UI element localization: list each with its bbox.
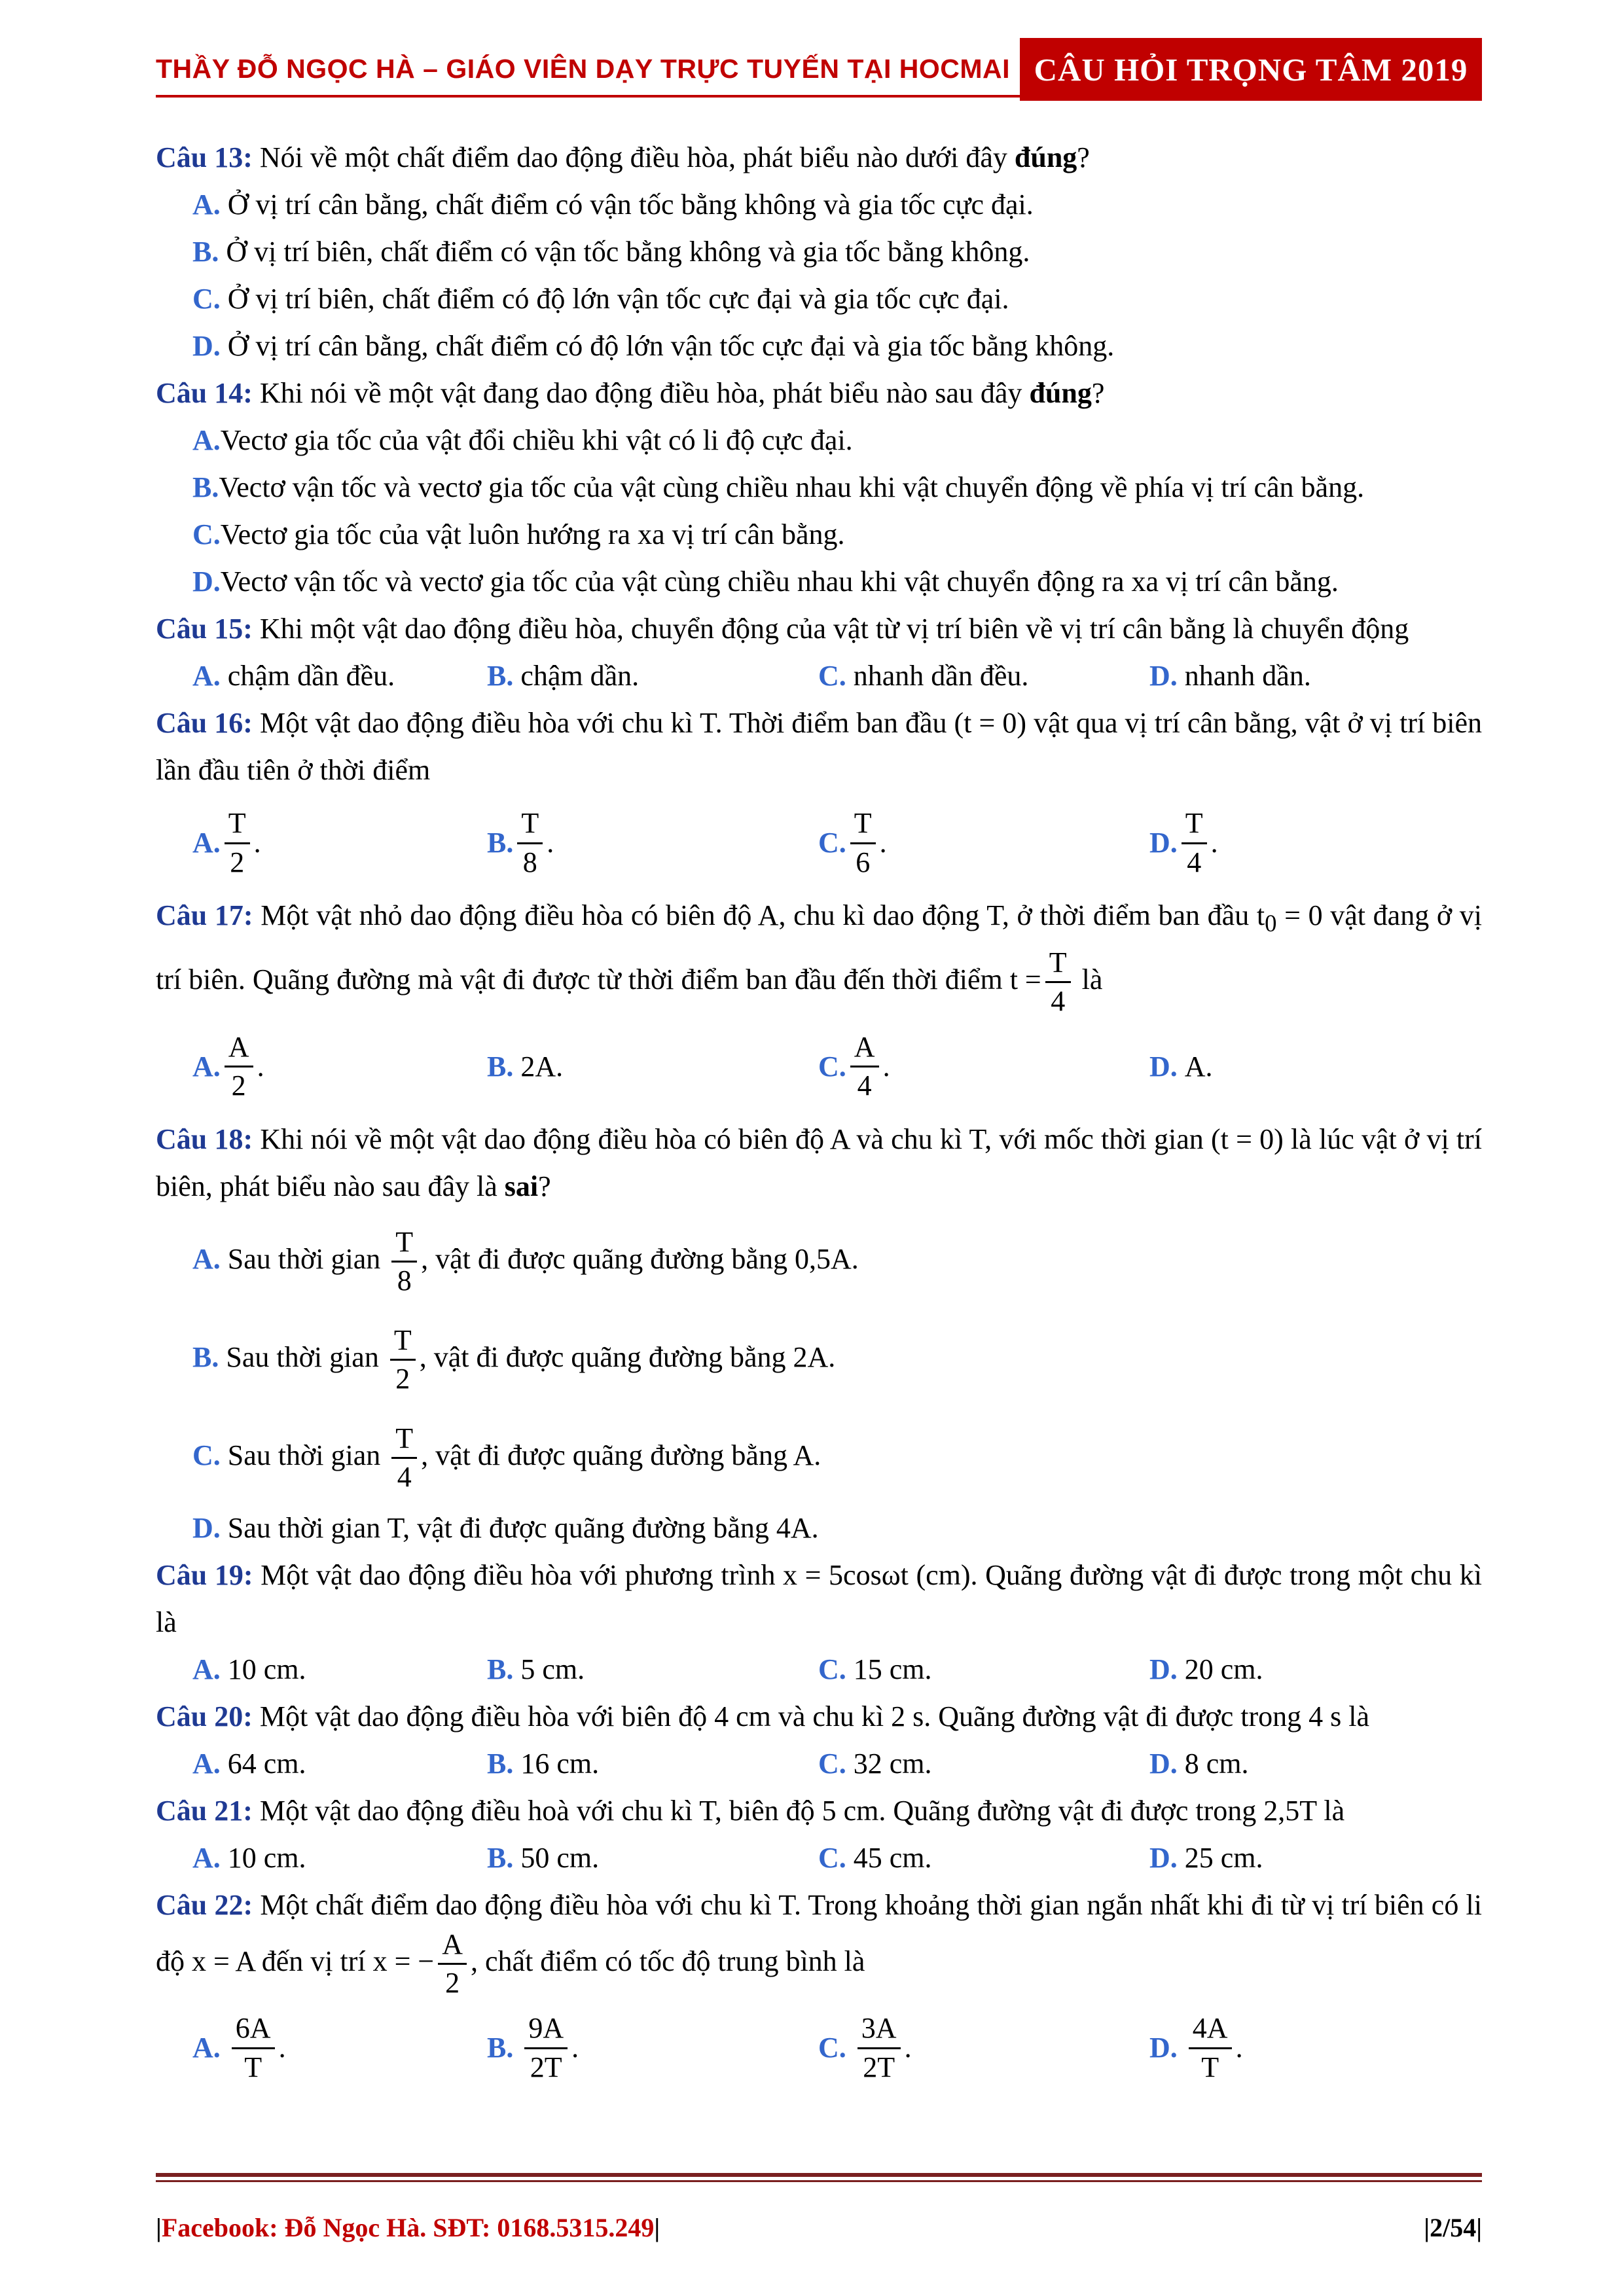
question-18 — [156, 1116, 1482, 1210]
option-c — [156, 276, 1482, 323]
numerator: T — [391, 1227, 417, 1263]
option-letter: D. — [192, 330, 221, 362]
option-text: Sau thời gian — [226, 1340, 379, 1373]
option-d — [156, 1505, 1482, 1552]
option-text: 15 cm. — [853, 1653, 932, 1685]
option-d — [1149, 1646, 1481, 1693]
option-a — [156, 794, 487, 892]
question-14 — [156, 370, 1482, 417]
option-end: . — [879, 827, 887, 859]
option-text: Sau thời gian — [227, 1242, 381, 1275]
option-d — [1149, 794, 1481, 892]
header-title: THẦY ĐỖ NGỌC HÀ – GIÁO VIÊN DẠY TRỰC TUYẾN TẠI HOCMAI — [156, 54, 1011, 84]
option-c — [818, 1018, 1149, 1116]
numerator: 9A — [524, 2013, 568, 2049]
numerator: A — [438, 1929, 467, 1965]
option-letter: C. — [192, 283, 221, 315]
option-end: . — [257, 1050, 264, 1083]
option-letter: B. — [487, 1841, 514, 1874]
question-label: Câu 18: — [156, 1122, 253, 1155]
question-label: Câu 21: — [156, 1794, 253, 1827]
option-letter: B. — [192, 236, 219, 268]
option-text: , vật đi được quãng đường bằng 2A. — [419, 1340, 836, 1373]
option-b — [487, 1646, 818, 1693]
subscript: 0 — [1265, 909, 1277, 937]
denominator: 4 — [397, 1460, 412, 1493]
numerator: 4A — [1189, 2013, 1232, 2049]
options-row — [156, 794, 1482, 892]
question-end: là — [1074, 963, 1103, 996]
option-b — [487, 1018, 818, 1116]
denominator: 2 — [231, 1069, 246, 1102]
option-text: , vật đi được quãng đường bằng 0,5A. — [421, 1242, 859, 1275]
option-text: Vectơ vận tốc và vectơ gia tốc của vật cùng chiều nhau khi vật chuyển động về phía vị trí cân bằng. — [219, 471, 1365, 503]
option-letter: A. — [192, 1242, 221, 1275]
denominator: 2 — [230, 846, 245, 878]
question-text: Một vật dao động điều hòa với phương trình x = 5cosωt (cm). Quãng đường vật đi được trong một chu kì là — [156, 1558, 1482, 1638]
option-letter: B. — [487, 660, 514, 692]
option-text: 10 cm. — [227, 1653, 306, 1685]
option-b — [487, 1999, 818, 2097]
fraction — [857, 2013, 901, 2083]
question-text: , chất điểm có tốc độ trung bình là — [471, 1945, 865, 1977]
option-text: 50 cm. — [520, 1841, 600, 1874]
option-a — [156, 1999, 487, 2097]
option-text: , vật đi được quãng đường bằng A. — [421, 1439, 821, 1471]
footer-bar: | — [156, 2213, 162, 2242]
option-d — [1149, 1740, 1481, 1787]
option-letter: B. — [487, 1050, 514, 1083]
option-end: . — [571, 2032, 579, 2064]
option-text: chậm dần. — [520, 660, 640, 692]
question-label: Câu 14: — [156, 377, 253, 409]
option-letter: C. — [818, 1653, 846, 1685]
question-content — [156, 134, 1482, 2097]
numerator: 3A — [857, 2013, 901, 2049]
numerator: 6A — [232, 2013, 275, 2049]
question-text: Một chất điểm dao động điều hòa với chu kì T. Trong khoảng thời gian ngắn nhất khi đi từ vị trí biên có li độ x = A đến vị trí — [156, 1888, 1482, 1977]
question-text: Một vật dao động điều hòa với biên độ 4 cm và chu kì 2 s. Quãng đường vật đi được trong 4 s là — [259, 1700, 1370, 1732]
option-text: 8 cm. — [1184, 1747, 1249, 1780]
option-text: Ở vị trí cân bằng, chất điểm có vận tốc bằng không và gia tốc cực đại. — [227, 188, 1034, 221]
question-label: Câu 13: — [156, 141, 253, 173]
option-letter: B. — [192, 1340, 219, 1373]
option-letter: A. — [192, 424, 221, 456]
option-d — [1149, 1999, 1481, 2097]
option-a — [156, 1835, 487, 1882]
option-letter: B. — [487, 1653, 514, 1685]
question-21 — [156, 1787, 1482, 1835]
option-letter: D. — [1149, 660, 1178, 692]
option-a — [156, 653, 487, 700]
option-end: . — [253, 827, 261, 859]
option-text: Ở vị trí biên, chất điểm có vận tốc bằng không và gia tốc bằng không. — [226, 236, 1030, 268]
fraction — [390, 1325, 416, 1395]
question-16 — [156, 700, 1482, 794]
numerator: T — [225, 808, 250, 844]
question-label: Câu 19: — [156, 1558, 253, 1591]
question-label: Câu 17: — [156, 899, 253, 931]
option-letter: A. — [192, 1841, 221, 1874]
option-d — [1149, 653, 1481, 700]
option-letter: A. — [192, 1050, 221, 1083]
denominator: 4 — [1187, 846, 1202, 878]
question-text: = 0 vật đang ở vị trí biên. Quãng đường mà vật đi được từ thời điểm ban đầu đến thời điểm — [156, 899, 1483, 996]
option-letter: D. — [1149, 1653, 1178, 1685]
fraction — [225, 1031, 253, 1102]
option-text: 25 cm. — [1184, 1841, 1263, 1874]
option-end: . — [1235, 2032, 1243, 2064]
fraction — [232, 2013, 275, 2083]
question-13 — [156, 134, 1482, 181]
option-a — [156, 1646, 487, 1693]
question-emphasis: đúng — [1029, 377, 1092, 409]
option-letter: D. — [1149, 827, 1178, 859]
option-d — [1149, 1835, 1481, 1882]
option-letter: C. — [818, 660, 846, 692]
option-letter: D. — [1149, 1841, 1178, 1874]
option-c — [156, 511, 1482, 558]
question-text: Một vật dao động điều hoà với chu kì T, biên độ 5 cm. Quãng đường vật đi được trong 2,5T là — [259, 1794, 1345, 1827]
option-b — [487, 1835, 818, 1882]
option-text: 16 cm. — [520, 1747, 600, 1780]
option-b — [487, 1740, 818, 1787]
fraction — [391, 1423, 417, 1494]
fraction — [225, 808, 250, 878]
question-19 — [156, 1552, 1482, 1646]
option-letter: C. — [818, 1747, 846, 1780]
option-text: nhanh dần. — [1184, 660, 1311, 692]
option-d — [156, 558, 1482, 605]
option-c — [818, 1740, 1149, 1787]
option-text: 2A. — [520, 1050, 564, 1083]
option-text: Vectơ vận tốc và vectơ gia tốc của vật cùng chiều nhau khi vật chuyển động ra xa vị trí cân bằng. — [220, 565, 1339, 598]
option-a — [156, 181, 1482, 228]
question-end: ? — [1091, 377, 1105, 409]
fraction — [524, 2013, 568, 2083]
option-letter: D. — [192, 565, 221, 598]
option-text: Sau thời gian — [227, 1439, 381, 1471]
option-text: Ở vị trí biên, chất điểm có độ lớn vận tốc cực đại và gia tốc cực đại. — [227, 283, 1009, 315]
option-text: nhanh dần đều. — [853, 660, 1029, 692]
option-letter: C. — [818, 2032, 846, 2064]
option-text: 64 cm. — [227, 1747, 306, 1780]
options-row — [156, 653, 1482, 700]
header-divider — [156, 95, 1020, 98]
question-label: Câu 15: — [156, 613, 253, 645]
question-label: Câu 16: — [156, 707, 253, 739]
question-end: ? — [538, 1170, 551, 1202]
option-letter: D. — [1149, 1747, 1178, 1780]
option-b — [156, 228, 1482, 276]
page-number: |2/54| — [1424, 2213, 1482, 2242]
denominator: 4 — [857, 1069, 872, 1102]
option-c — [818, 653, 1149, 700]
numerator: A — [225, 1031, 253, 1067]
option-a — [156, 1018, 487, 1116]
question-text: Khi nói về một vật dao động điều hòa có biên độ A và chu kì T, với mốc thời gian (t = 0) là lúc vật ở vị trí biên, phát biểu nào sau đây là — [156, 1122, 1482, 1202]
equation: t = — [1009, 963, 1041, 996]
option-letter: D. — [192, 1511, 221, 1544]
footer-contact-text: Facebook: Đỗ Ngọc Hà. SĐT: 0168.5315.249 — [161, 2213, 655, 2242]
denominator: 2T — [863, 2051, 895, 2083]
option-letter: B. — [487, 827, 514, 859]
denominator: T — [1201, 2051, 1219, 2083]
option-letter: C. — [818, 1050, 846, 1083]
question-15 — [156, 605, 1482, 653]
option-c — [818, 1646, 1149, 1693]
question-emphasis: sai — [504, 1170, 539, 1202]
denominator: 2T — [530, 2051, 562, 2083]
option-letter: A. — [192, 660, 221, 692]
footer-contact — [156, 2212, 660, 2243]
option-a — [156, 1740, 487, 1787]
question-text: Nói về một chất điểm dao động điều hòa, phát biểu nào dưới đây — [259, 141, 1007, 173]
options-row — [156, 1835, 1482, 1882]
option-letter: C. — [192, 1439, 221, 1471]
option-b — [487, 653, 818, 700]
denominator: 8 — [522, 846, 537, 878]
options-row — [156, 1018, 1482, 1116]
options-row — [156, 1740, 1482, 1787]
numerator: T — [850, 808, 876, 844]
option-end: . — [882, 1050, 890, 1083]
numerator: T — [390, 1325, 416, 1361]
denominator: 4 — [1051, 985, 1066, 1018]
footer-bar: | — [654, 2213, 660, 2242]
numerator: T — [1045, 947, 1071, 983]
option-c — [818, 794, 1149, 892]
question-17 — [156, 892, 1482, 1018]
option-letter: A. — [192, 827, 221, 859]
option-letter: C. — [192, 518, 221, 550]
numerator: T — [391, 1423, 417, 1459]
footer-divider-thin — [156, 2180, 1482, 2182]
denominator: 2 — [445, 1966, 460, 1999]
question-text: Một vật dao động điều hòa với chu kì T. Thời điểm ban đầu (t = 0) vật qua vị trí cân bằng, vật ở vị trí biên lần đầu tiên ở thời điểm — [156, 707, 1483, 786]
option-text: 20 cm. — [1184, 1653, 1263, 1685]
denominator: 2 — [395, 1362, 410, 1395]
option-letter: D. — [1149, 1050, 1178, 1083]
question-emphasis: đúng — [1014, 141, 1077, 173]
option-letter: B. — [487, 2032, 514, 2064]
numerator: T — [1182, 808, 1207, 844]
numerator: A — [850, 1031, 879, 1067]
options-row — [156, 1646, 1482, 1693]
option-text: Vectơ gia tốc của vật đổi chiều khi vật có li độ cực đại. — [220, 424, 853, 456]
option-text: 45 cm. — [853, 1841, 932, 1874]
option-text: 10 cm. — [227, 1841, 306, 1874]
option-text: 5 cm. — [520, 1653, 585, 1685]
option-d — [156, 323, 1482, 370]
option-letter: C. — [818, 827, 846, 859]
option-b — [487, 794, 818, 892]
option-letter: A. — [192, 1653, 221, 1685]
fraction — [1182, 808, 1207, 878]
fraction — [391, 1227, 417, 1297]
fraction — [1189, 2013, 1232, 2083]
option-text: Vectơ gia tốc của vật luôn hướng ra xa vị trí cân bằng. — [220, 518, 845, 550]
option-text: Sau thời gian T, vật đi được quãng đường bằng 4A. — [227, 1511, 819, 1544]
question-text: Một vật nhỏ dao động điều hòa có biên độ A, chu kì dao động T, ở thời điểm ban đầu t — [261, 899, 1265, 931]
option-text: 32 cm. — [853, 1747, 932, 1780]
option-c — [818, 1999, 1149, 2097]
question-20 — [156, 1693, 1482, 1740]
question-22 — [156, 1882, 1482, 2000]
denominator: 6 — [856, 846, 871, 878]
denominator: 8 — [397, 1264, 412, 1297]
option-c — [156, 1407, 1482, 1505]
denominator: T — [244, 2051, 262, 2083]
option-letter: A. — [192, 188, 221, 221]
question-text: Khi nói về một vật đang dao động điều hòa, phát biểu nào sau đây — [259, 377, 1022, 409]
option-letter: D. — [1149, 2032, 1178, 2064]
question-text: Khi một vật dao động điều hòa, chuyển động của vật từ vị trí biên về vị trí cân bằng là chuyển động — [259, 613, 1409, 645]
option-letter: C. — [818, 1841, 846, 1874]
option-b — [156, 1308, 1482, 1407]
equation: x = − — [372, 1945, 435, 1977]
option-text: A. — [1184, 1050, 1213, 1083]
fraction — [438, 1929, 467, 2000]
option-letter: B. — [487, 1747, 514, 1780]
fraction — [850, 808, 876, 878]
option-a — [156, 417, 1482, 464]
options-row — [156, 1999, 1482, 2097]
option-letter: A. — [192, 1747, 221, 1780]
option-letter: A. — [192, 2032, 221, 2064]
fraction — [517, 808, 543, 878]
option-end: . — [547, 827, 554, 859]
option-end: . — [1210, 827, 1218, 859]
option-text: chậm dần đều. — [227, 660, 395, 692]
option-end: . — [904, 2032, 912, 2064]
fraction — [1045, 947, 1071, 1018]
header-badge: CÂU HỎI TRỌNG TÂM 2019 — [1020, 38, 1482, 101]
question-label: Câu 20: — [156, 1700, 253, 1732]
footer-divider — [156, 2173, 1482, 2177]
question-end: ? — [1077, 141, 1090, 173]
fraction — [850, 1031, 879, 1102]
option-b — [156, 464, 1482, 511]
option-text: Ở vị trí cân bằng, chất điểm có độ lớn vận tốc cực đại và gia tốc bằng không. — [227, 330, 1115, 362]
option-letter: B. — [192, 471, 219, 503]
option-d — [1149, 1018, 1481, 1116]
option-end: . — [278, 2032, 286, 2064]
question-label: Câu 22: — [156, 1888, 253, 1921]
option-c — [818, 1835, 1149, 1882]
numerator: T — [517, 808, 543, 844]
option-a — [156, 1210, 1482, 1308]
